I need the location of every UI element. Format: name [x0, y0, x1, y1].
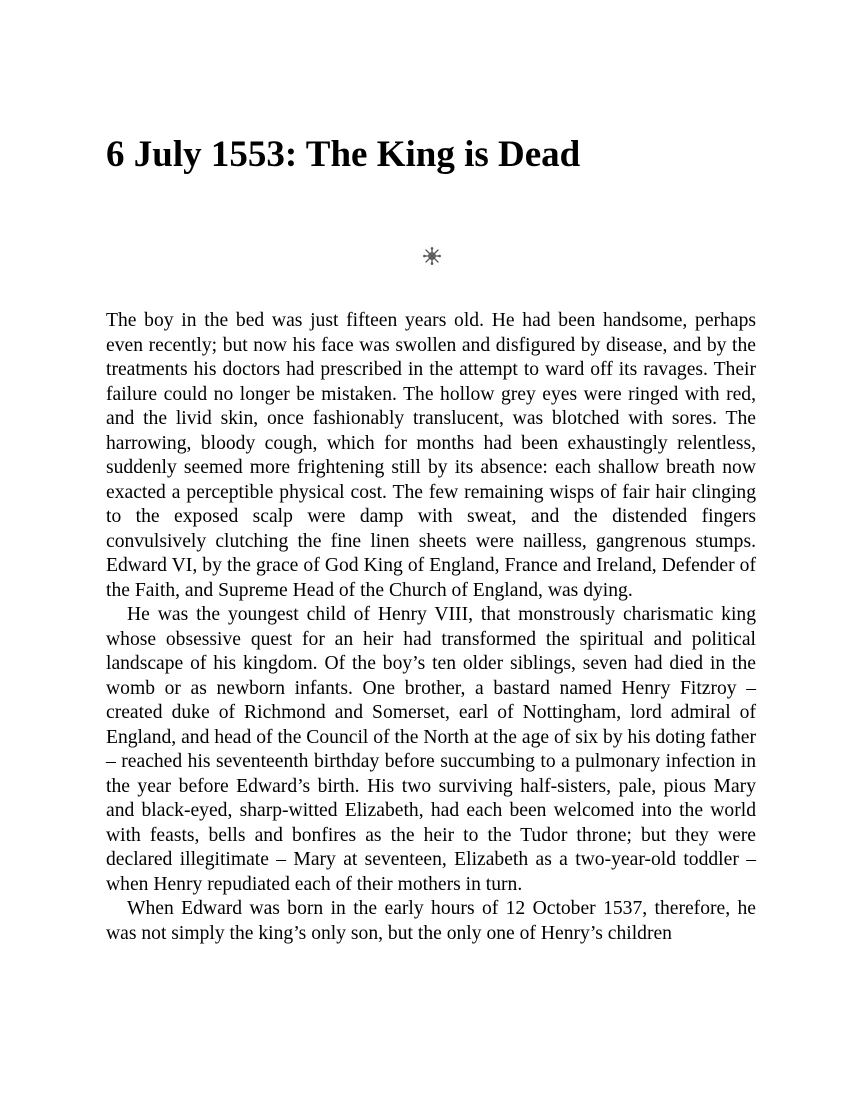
- chapter-body: [106, 309, 756, 946]
- paragraph: He was the youngest child of Henry VIII, that monstrously charismatic king whose obsessive quest for an heir had transformed the spiritual and political landscape of his kingdom. Of the boy’s ten older siblings, seven had died in the womb or as newborn infants. One brother, a bastard named Henry Fitzroy – created duke of Richmond and Somerset, earl of Nottingham, lord admiral of England, and head of the Council of the North at the age of six by his doting father – reached his seventeenth birthday before succumbing to a pulmonary infection in the year before Edward’s birth. His two surviving half-sisters, pale, pious Mary and black-eyed, sharp-witted Elizabeth, had each been welcomed into the world with feasts, bells and bonfires as the heir to the Tudor throne; but they were declared illegitimate – Mary at seventeen, Elizabeth as a two-year-old toddler – when Henry repudiated each of their mothers in turn.: [106, 604, 756, 895]
- paragraph: The boy in the bed was just fifteen years old. He had been handsome, perhaps even recently; but now his face was swollen and disfigured by disease, and by the treatments his doctors had prescribed in the attempt to ward off its ravages. Their failure could no longer be mistaken. The hollow grey eyes were ringed with red, and the livid skin, once fashionably translucent, was blotched with sores. The harrowing, bloody cough, which for months had been exhaustingly relentless, suddenly seemed more frightening still by its absence: each shallow breath now exacted a perceptible physical cost. The few remaining wisps of fair hair clinging to the exposed scalp were damp with sweat, and the distended fingers convulsively clutching the fine linen sheets were nailless, gangrenous stumps. Edward VI, by the grace of God King of England, France and Ireland, Defender of the Faith, and Supreme Head of the Church of England, was dying.: [106, 310, 756, 601]
- paragraph: When Edward was born in the early hours of 12 October 1537, therefore, he was not simply the king’s only son, but the only one of Henry’s children: [106, 898, 756, 944]
- chapter-title: 6 July 1553: The King is Dead: [106, 134, 581, 175]
- asterism-ornament-icon: [422, 246, 442, 266]
